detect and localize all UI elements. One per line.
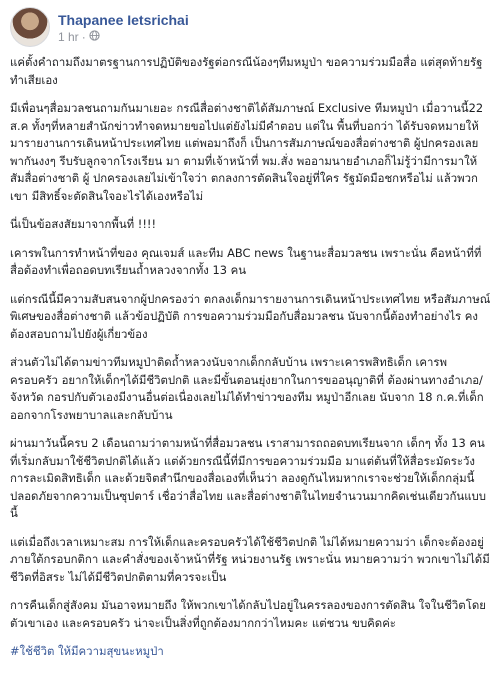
post-paragraph: การคืนเด็กสู่สังคม มันอาจหมายถึง ให้พวกเขาได้กลับไปอยู่ในครรลองของการตัดสิน ใจในชีวิตโดยตัวเขาเอง และครอบครัว น่าจะเป็นสิ่งที่ถูกต้องมากกว่าไหมคะ แต่ชวน ขบคิดค่ะ <box>10 598 486 630</box>
post-body <box>0 50 501 661</box>
post-paragraph: แต่เมื่อถึงเวลาเหมาะสม การให้เด็กและครอบครัวได้ใช้ชีวิตปกติ ไม่ได้หมายความว่า เด็กจะต้องอยู่ภายใต้กรอบกติกา และคำสั่งของเจ้าหน้าที่รัฐ หน่วยงานรัฐ เพราะนั่น หมายความว่า พวกเขาไม่ได้มีชีวิตที่อิสระ ไม่ได้มีชีวิตปกติตามที่ควรจะเป็น <box>10 534 490 584</box>
post-meta <box>58 29 189 45</box>
post-paragraph: มีเพื่อนๆสื่อมวลชนถามกันมาเยอะ กรณีสื่อต่างชาติได้สัมภาษณ์ Exclusive ทีมหมูป่า เมื่อวานนี้22 ส.ค ทั้งๆที่หลายสำนักข่าวทำจดหมายขอไปแต่ยังไม่มีคำตอบ แต่ใน พื้นที่บอกว่า ได้รับจดหมายให้มารายงานการเดินหน้าประเทศไทย แต่พอมาถึงก็ เป็นการสัมภาษณ์ของสื่อต่างชาติ ผู้ปกครองเลยพากันงงๆ รีบรับลูกจากโรงเรียน มา ตามที่เจ้าหน้าที่ พม.สั่ง พออามนายอำเภอก็ไม่รู้ว่ามีการมาให้สัมสื่อต่างชาติ ผู้ ปกครองเลยไม่เข้าใจว่า ตกลงการตัดสินใจอยู่ที่ใคร รัฐมัดมือชกหรือไม่ แล้วพวกเขา มีสิทธิ์จะตัดสินใจอะไรได้เองหรือไม่ <box>10 101 484 203</box>
author-block <box>58 7 189 45</box>
globe-icon[interactable] <box>89 29 100 45</box>
post-paragraph: ผ่านมาวันนี้ครบ 2 เดือนถามว่าตามหน้าที่สื่อมวลชน เราสามารถถอดบทเรียนจาก เด็กๆ ทั้ง 13 คน ที่เริ่มกลับมาใช้ชีวิตปกติได้แล้ว แต่ด้วยกรณีนี้ที่มีการขอความร่วมมือ มาแต่ต้นที่ให้สื่อระมัดระวังการละเมิดสิทธิเด็ก และด้วยจิตสำนึกของสื่อเองที่เห็นว่า ลองดูกันไหมหากเราจะช่วยให้เด็กกลุ่มนี้ปลอดภัยจากความเป็นซุปตาร์ เชื่อว่าสื่อไทย และสื่อต่างชาติในไทยจำนวนมากคิดเช่นเดียวกันแบบนี้ <box>10 436 486 520</box>
post-paragraph: ส่วนตัวไม่ได้ตามข่าวทีมหมูป่าติดถ้ำหลวงนับจากเด็กกลับบ้าน เพราะเคารพสิทธิเด็ก เคารพครอบครัว อยากให้เด็กๆได้มีชีวิตปกติ และมีขั้นตอนยุ่งยากในการขออนุญาติที่ ต้องผ่านทางอำเภอ/จังหวัด กอรปกับตัวเองมีงานอื่นต่อเนื่องเลยไม่ได้ทำข่าวของทีม หมูป่าอีกเลย นับจาก 18 ก.ค.ที่เด็กออกจากโรงพยาบาลและกลับบ้าน <box>10 355 484 422</box>
post-timestamp[interactable]: 1 hr <box>58 30 79 44</box>
post-paragraph: แต่กรณีนี้มีความสับสนจากผู้ปกครองว่า ตกลงเด็กมารายงานการเดินหน้าประเทศไทย หรือสัมภาษณ์พิเศษของสื่อต่างชาติ แล้วข้อปฏิบัติ การขอความร่วมมือกับสื่อมวลชน นับจากนี้ต้องทำอย่างไร คงต้องสอบถามไปยังผู้เกี่ยวข้อง <box>10 291 491 341</box>
avatar[interactable] <box>10 7 50 47</box>
meta-separator: · <box>81 30 86 44</box>
post-header <box>0 0 501 50</box>
author-name[interactable]: Thapanee Ietsrichai <box>58 12 189 28</box>
post-paragraph: เคารพในการทำหน้าที่ของ คุณเจมส์ และทีม ABC news ในฐานะสื่อมวลชน เพราะนั่น คือหน้าที่ที่สื่อต้องทำเพื่อถอดบทเรียนถ้ำหลวงจากทั้ง 13 คน <box>10 245 482 277</box>
post-paragraph: แค่ตั้งคำถามถึงมาตรฐานการปฏิบัติของรัฐต่อกรณีน้องๆทีมหมูป่า ขอความร่วมมือสื่อ แต่สุดท้ายรัฐทำเสียเอง <box>10 55 483 87</box>
hashtag-link[interactable]: #ใช้ชีวิต ให้มีความสุขนะหมูป่า <box>10 644 164 658</box>
post-paragraph: นี่เป็นข้อสงสัยมาจากพื้นที่ !!!! <box>10 217 157 231</box>
